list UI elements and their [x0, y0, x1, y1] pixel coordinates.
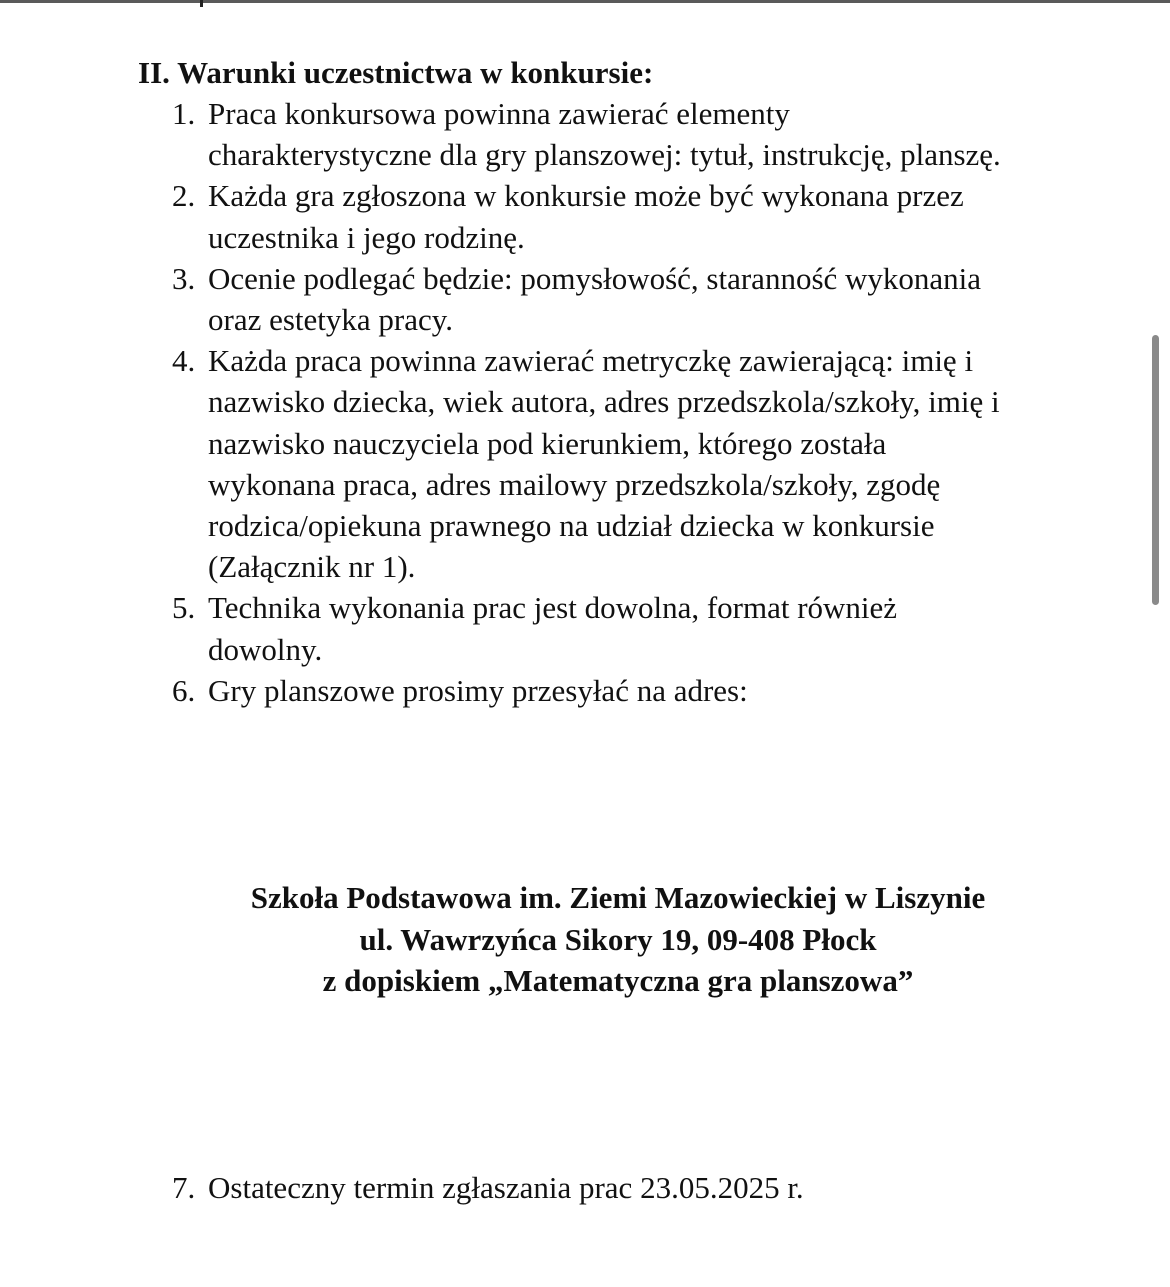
- section-heading: II. Warunki uczestnictwa w konkursie:: [138, 55, 654, 90]
- street-address: ul. Wawrzyńca Sikory 19, 09-408 Płock: [359, 921, 877, 957]
- list-item: [172, 175, 1012, 257]
- item-number: 4.: [172, 343, 196, 379]
- item-text: Ostateczny termin zgłaszania prac 23.05.2025 r.: [208, 1170, 804, 1205]
- list-item: [172, 93, 1012, 175]
- list-item: [172, 340, 1012, 587]
- scrollbar-thumb[interactable]: [1152, 335, 1159, 605]
- list-item: [172, 670, 1012, 711]
- deadline-item: [172, 1167, 1048, 1208]
- conditions-list: [172, 93, 1012, 711]
- item-text: Praca konkursowa powinna zawierać elementy charakterystyczne dla gry planszowej: tytuł, instrukcję, planszę.: [208, 96, 1001, 173]
- school-name: Szkoła Podstawowa im. Ziemi Mazowieckiej w Liszynie: [250, 880, 986, 915]
- item-text: Każda praca powinna zawierać metryczkę zawierającą: imię i nazwisko dziecka, wiek autora, adres przedszkola/szkoły, imię i nazwisko nauczyciela pod kierunkiem, którego została wykonana praca, adres mailowy przedszkola/szkoły, zgodę rodzica/opiekuna prawnego na udział dziecka w konkursie (Załącznik nr 1).: [208, 343, 1000, 585]
- list-item: [172, 258, 1012, 340]
- clipped-text-fragment: [200, 0, 203, 7]
- item-text: Technika wykonania prac jest dowolna, format również dowolny.: [208, 590, 898, 667]
- item-text: Każda gra zgłoszona w konkursie może być wykonana przez uczestnika i jego rodzinę.: [208, 178, 964, 255]
- item-number: 3.: [172, 260, 196, 296]
- item-number: 1.: [172, 96, 196, 131]
- item-number: 5.: [172, 590, 196, 626]
- top-divider: [0, 0, 1170, 3]
- address-note: z dopiskiem „Matematyczna gra planszowa”: [322, 963, 914, 998]
- address-block: [238, 877, 998, 1002]
- item-number: 7.: [172, 1170, 196, 1205]
- list-item: [172, 587, 1012, 669]
- item-number: 6.: [172, 672, 196, 708]
- item-text: Ocenie podlegać będzie: pomysłowość, staranność wykonania oraz estetyka pracy.: [208, 260, 982, 338]
- item-number: 2.: [172, 178, 196, 214]
- item-text: Gry planszowe prosimy przesyłać na adres:: [208, 672, 748, 708]
